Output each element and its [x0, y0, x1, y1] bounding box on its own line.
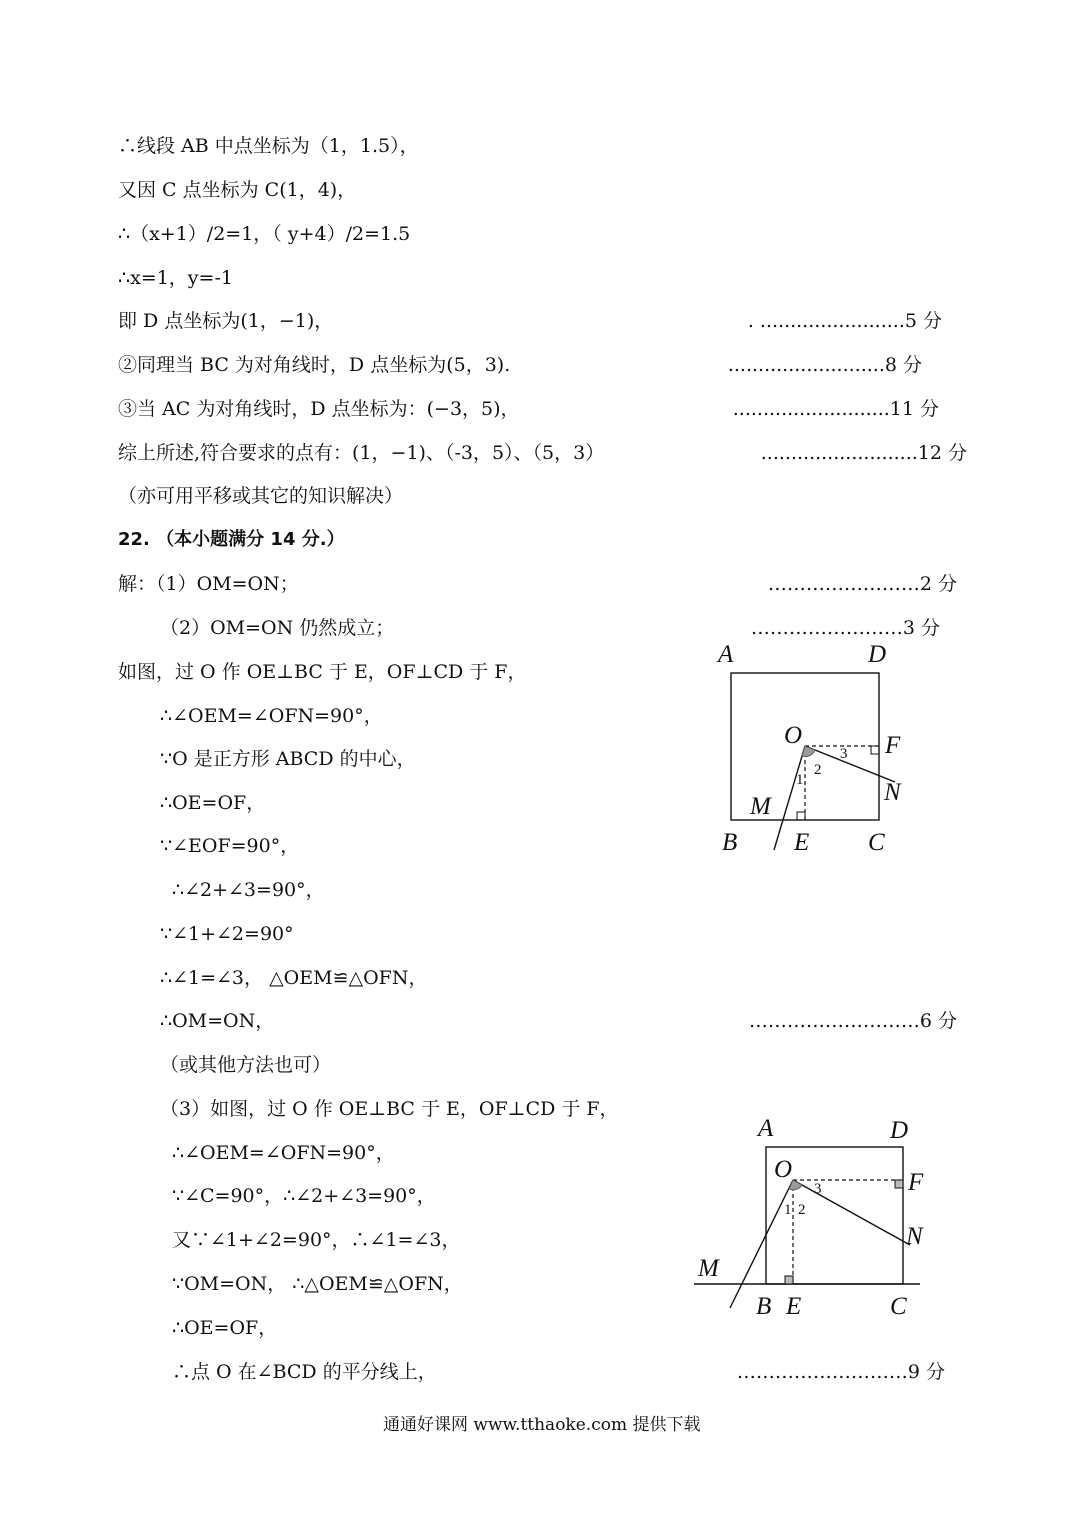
fig1-angle-2: 2: [814, 762, 822, 778]
figure-square-1: [700, 630, 940, 870]
score-9: ………………………9 分: [736, 1361, 945, 1383]
text-line-16: ∴OE=OF，: [160, 792, 266, 814]
fig2-angle-3: 3: [814, 1181, 822, 1197]
fig2-angle-2: 2: [798, 1202, 806, 1218]
score-6: ………………………6 分: [748, 1010, 957, 1032]
score-8: ..........................8 分: [727, 354, 922, 376]
fig1-angle-1: 1: [796, 772, 804, 788]
score-3: ……………………3 分: [750, 617, 940, 639]
text-line-27: ∵OM=ON， ∴△OEM≌△OFN，: [172, 1273, 463, 1295]
text-line-21: ∴OM=ON，: [160, 1010, 275, 1032]
text-line-18: ∴∠2+∠3=90°，: [172, 879, 325, 901]
score-12: ..........................12 分: [760, 442, 967, 464]
text-line-1: ∴线段 AB 中点坐标为（1，1.5），: [118, 135, 419, 157]
text-line-12: （2）OM=ON 仍然成立；: [160, 617, 395, 639]
score-11: ..........................11 分: [732, 398, 939, 420]
text-line-17: ∵∠EOF=90°，: [160, 835, 300, 857]
score-5: . ........................5 分: [747, 310, 942, 332]
text-line-24: ∴∠OEM=∠OFN=90°，: [172, 1142, 395, 1164]
text-line-22: （或其他方法也可）: [160, 1054, 332, 1076]
text-line-19: ∵∠1+∠2=90°: [160, 923, 294, 945]
text-line-4: ∴x=1，y=-1: [118, 267, 233, 289]
text-line-7: ③当 AC 为对角线时，D 点坐标为：(−3，5)，: [118, 398, 520, 420]
fig2-label-N: N: [906, 1223, 923, 1250]
text-line-6: ②同理当 BC 为对角线时，D 点坐标为(5，3).: [118, 354, 511, 376]
text-line-28: ∴OE=OF，: [172, 1317, 278, 1339]
question-22-heading: 22. （本小题满分 14 分.）: [118, 529, 345, 550]
fig1-label-N: N: [884, 779, 901, 806]
fig1-label-E: E: [794, 829, 810, 856]
text-line-29: ∴点 O 在∠BCD 的平分线上，: [172, 1361, 437, 1383]
fig2-angle-1: 1: [784, 1202, 792, 1218]
text-line-8: 综上所述,符合要求的点有：(1，−1)、（-3，5）、（5，3）: [118, 442, 605, 464]
fig2-label-O: O: [774, 1156, 793, 1183]
fig1-label-D: D: [868, 641, 887, 668]
fig1-angle-3: 3: [840, 746, 848, 762]
text-line-23: （3）如图，过 O 作 OE⊥BC 于 E，OF⊥CD 于 F，: [160, 1098, 619, 1120]
text-line-15: ∵O 是正方形 ABCD 的中心，: [160, 748, 416, 770]
text-line-26: 又∵∠1+∠2=90°，∴∠1=∠3，: [172, 1229, 461, 1251]
fig1-label-F: F: [885, 732, 901, 759]
page-footer: 通通好课网 www.tthaoke.com 提供下载: [383, 1415, 701, 1435]
text-line-20: ∴∠1=∠3， △OEM≌△OFN，: [160, 967, 428, 989]
fig1-label-B: B: [722, 829, 738, 856]
fig2-label-M: M: [698, 1255, 719, 1282]
fig1-label-C: C: [868, 829, 885, 856]
fig2-label-B: B: [756, 1293, 772, 1320]
fig1-label-O: O: [784, 722, 803, 749]
fig2-label-E: E: [786, 1293, 802, 1320]
text-line-11: 解：（1）OM=ON；: [118, 573, 299, 595]
fig2-label-A: A: [758, 1115, 774, 1142]
fig1-label-A: A: [718, 641, 734, 668]
text-line-13: 如图，过 O 作 OE⊥BC 于 E，OF⊥CD 于 F，: [118, 661, 527, 683]
figure-square-2: [690, 1110, 940, 1325]
text-line-14: ∴∠OEM=∠OFN=90°，: [160, 705, 383, 727]
text-line-25: ∵∠C=90°，∴∠2+∠3=90°，: [172, 1185, 436, 1207]
fig1-label-M: M: [750, 793, 771, 820]
score-2: ……………………2 分: [767, 573, 957, 595]
text-line-3: ∴（x+1）/2=1，（ y+4）/2=1.5: [118, 223, 411, 245]
text-line-2: 又因 C 点坐标为 C(1，4)，: [118, 179, 357, 201]
fig2-label-C: C: [890, 1293, 907, 1320]
text-line-5: 即 D 点坐标为(1，−1)，: [118, 310, 334, 332]
fig2-label-F: F: [908, 1169, 924, 1196]
text-line-9: （亦可用平移或其它的知识解决）: [118, 485, 404, 507]
fig2-label-D: D: [890, 1117, 909, 1144]
